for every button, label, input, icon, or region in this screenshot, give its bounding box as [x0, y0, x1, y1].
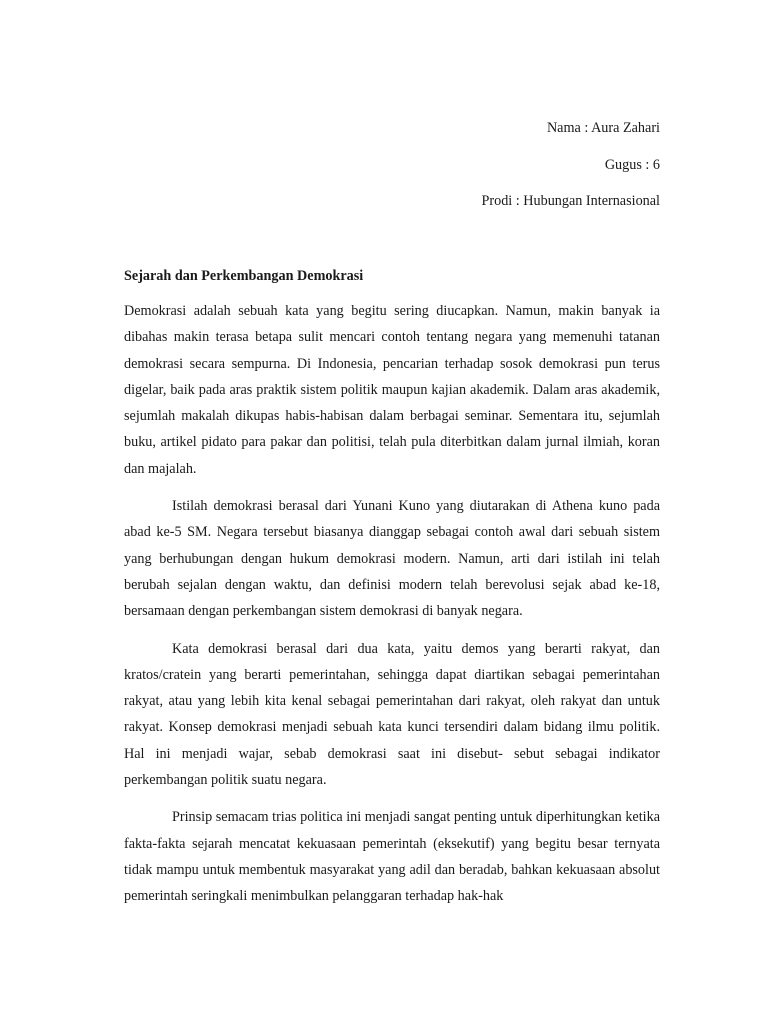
student-info: [124, 115, 660, 225]
paragraph-1: Demokrasi adalah sebuah kata yang begitu sering diucapkan. Namun, makin banyak ia dibahas makin terasa betapa sulit mencari contoh tentang negara yang memenuhi tatanan demokrasi secara sempurna. Di Indonesia, pencarian terhadap sosok demokrasi pun terus digelar, baik pada aras praktik sistem politik maupun kajian akademik. Dalam aras akademik, sejumlah makalah dikupas habis-habisan dalam berbagai seminar. Sementara itu, sejumlah buku, artikel pidato para pakar dan politisi, telah pula diterbitkan dalam jurnal ilmiah, koran dan majalah.: [124, 303, 660, 477]
student-name: Nama : Aura Zahari: [546, 120, 660, 136]
paragraph-4: Prinsip semacam trias politica ini menjadi sangat penting untuk diperhitungkan ketika fakta-fakta sejarah mencatat kekuasaan pemerintah (eksekutif) yang begitu besar ternyata tidak mampu untuk membentuk masyarakat yang adil dan beradab, bahkan kekuasaan absolut pemerintah seringkali menimbulkan pelanggaran terhadap hak-hak: [124, 809, 660, 905]
student-group: Gugus : 6: [604, 156, 660, 173]
student-program: Prodi : Hubungan Internasional: [481, 193, 660, 209]
essay-title: Sejarah dan Perkembangan Demokrasi: [124, 268, 364, 284]
essay-body: [124, 298, 660, 921]
paragraph-2: Istilah demokrasi berasal dari Yunani Kuno yang diutarakan di Athena kuno pada abad ke-5 SM. Negara tersebut biasanya dianggap sebagai contoh awal dari sebuah sistem yang berhubungan dengan hukum demokrasi modern. Namun, arti dari istilah ini telah berubah sejalan dengan waktu, dan definisi modern telah berevolusi sejak abad ke-18, bersamaan dengan perkembangan sistem demokrasi di banyak negara.: [124, 498, 660, 620]
paragraph-3: Kata demokrasi berasal dari dua kata, yaitu demos yang berarti rakyat, dan kratos/cratein yang berarti pemerintahan, sehingga dapat diartikan sebagai pemerintahan rakyat, atau yang lebih kita kenal sebagai pemerintahan dari rakyat, oleh rakyat dan untuk rakyat. Konsep demokrasi menjadi sebuah kata kunci tersendiri dalam bidang ilmu politik. Hal ini menjadi wajar, sebab demokrasi saat ini disebut- sebut sebagai indikator perkembangan politik suatu negara.: [124, 640, 660, 789]
